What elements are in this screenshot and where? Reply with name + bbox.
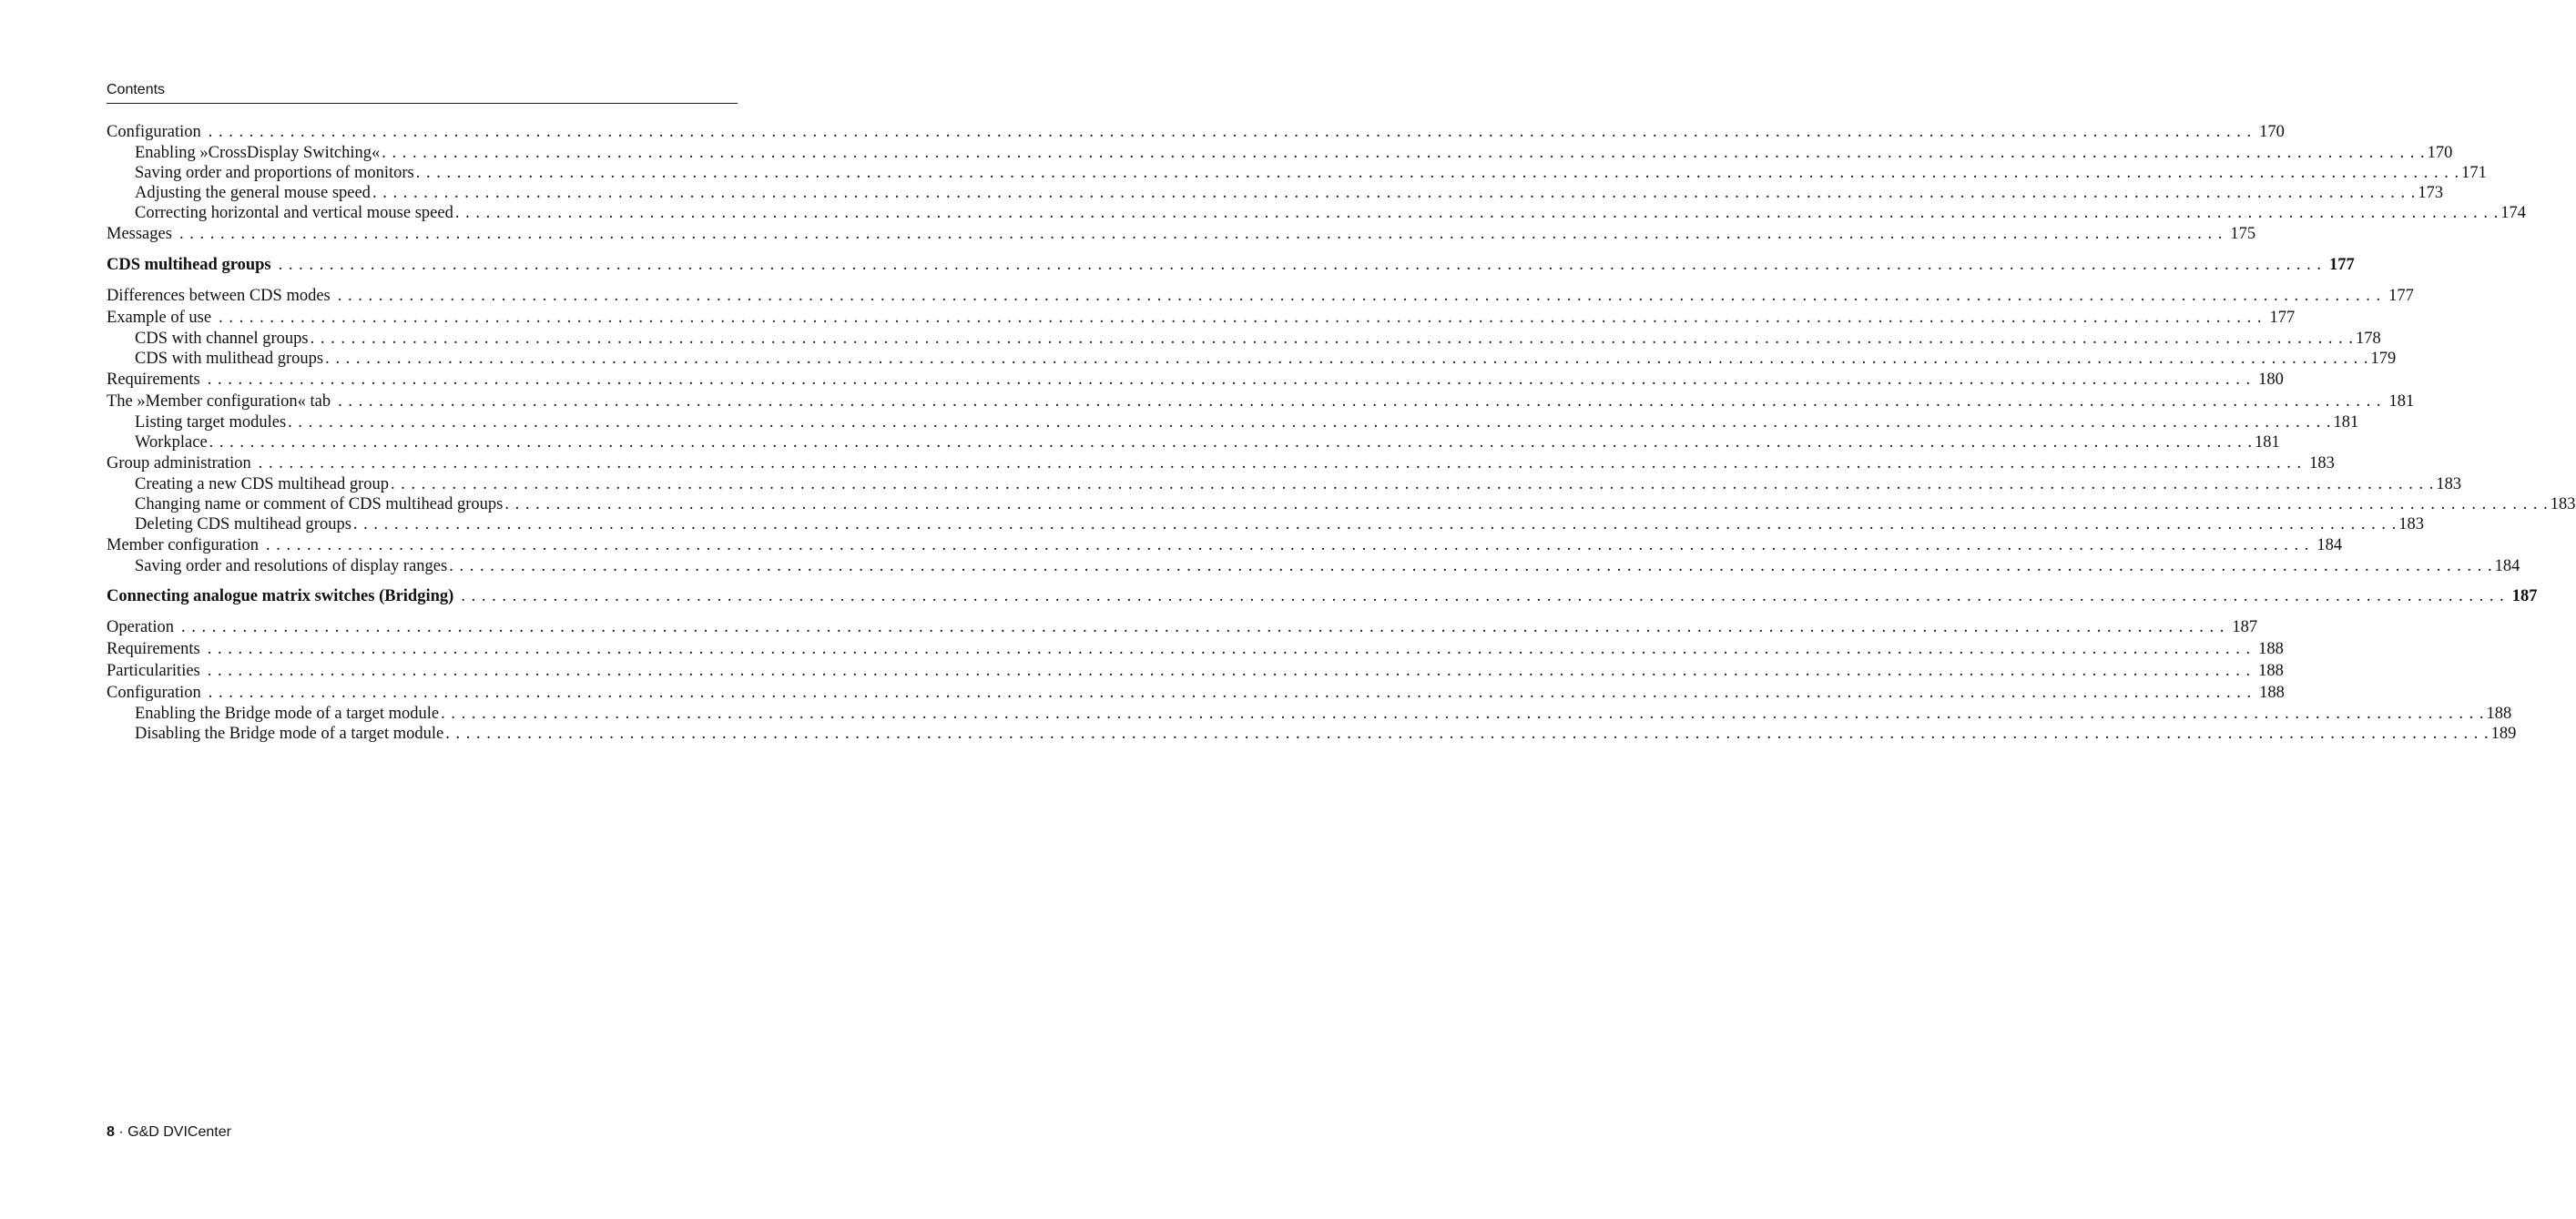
running-head-title: Contents — [107, 82, 166, 97]
toc-entry-page-number: 183 — [2309, 454, 2335, 472]
toc-entry-title: CDS with channel groups — [135, 330, 309, 348]
toc-section-entry[interactable] — [107, 660, 2284, 682]
toc-dot-leader: . . . . . . . . . . . . . . . . . . . . . . . . . . . . . . . . . . . . . . . . . . . . . . . . . . . . . . . . . . . . . . . . . . . . . . . . . . . . . . . . . . . . . . . . . . . . . . . . . . . . . . . . . . . . . . . . . . . . . . . . . . . . . . . . . . . . . . . . . . . . . . . . . . . . . . . . . . . . . . . . . . . . . . . . . . . . . . . . . . . . . . . . . . . . . . . . . . . . . . . . — [207, 662, 2252, 680]
toc-dot-leader: . . . . . . . . . . . . . . . . . . . . . . . . . . . . . . . . . . . . . . . . . . . . . . . . . . . . . . . . . . . . . . . . . . . . . . . . . . . . . . . . . . . . . . . . . . . . . . . . . . . . . . . . . . . . . . . . . . . . . . . . . . . . . . . . . . . . . . . . . . . . . . . . . . . . . . . . . . . . . . . . . . . . . . . . . . . . . . . . . . . . . . . . . . . . . . . . . . . . . . . . — [288, 413, 2332, 432]
toc-entry-title: Saving order and resolutions of display ranges — [135, 557, 448, 575]
toc-subsection-entry[interactable] — [107, 183, 2444, 203]
toc-entry-page-number: 188 — [2258, 640, 2284, 658]
toc-entry-title: Configuration — [107, 123, 201, 141]
toc-section-entry[interactable] — [107, 121, 2285, 143]
toc-entry-title: Particularities — [107, 662, 200, 680]
toc-section-entry[interactable] — [107, 682, 2285, 704]
toc-entry-page-number: 183 — [2550, 495, 2576, 513]
toc-section-entry[interactable] — [107, 616, 2258, 638]
toc-dot-leader: . . . . . . . . . . . . . . . . . . . . . . . . . . . . . . . . . . . . . . . . . . . . . . . . . . . . . . . . . . . . . . . . . . . . . . . . . . . . . . . . . . . . . . . . . . . . . . . . . . . . . . . . . . . . . . . . . . . . . . . . . . . . . . . . . . . . . . . . . . . . . . . . . . . . . . . . . . . . . . . . . . . . . . . . . . . . . . . . . . . . . . . . . . . . . . . . . . . . . . . . — [337, 287, 2382, 305]
toc-entry-title: Adjusting the general mouse speed — [135, 184, 371, 202]
toc-dot-leader: . . . . . . . . . . . . . . . . . . . . . . . . . . . . . . . . . . . . . . . . . . . . . . . . . . . . . . . . . . . . . . . . . . . . . . . . . . . . . . . . . . . . . . . . . . . . . . . . . . . . . . . . . . . . . . . . . . . . . . . . . . . . . . . . . . . . . . . . . . . . . . . . . . . . . . . . . . . . . . . . . . . . . . . . . . . . . . . . . . . . . . . . . . . . . . . . . . . . . . . . — [208, 123, 2253, 141]
toc-dot-leader: . . . . . . . . . . . . . . . . . . . . . . . . . . . . . . . . . . . . . . . . . . . . . . . . . . . . . . . . . . . . . . . . . . . . . . . . . . . . . . . . . . . . . . . . . . . . . . . . . . . . . . . . . . . . . . . . . . . . . . . . . . . . . . . . . . . . . . . . . . . . . . . . . . . . . . . . . . . . . . . . . . . . . . . . . . . . . . . . . . . . . . . . . . . . . . . . . . . . . . . . — [445, 725, 2489, 743]
footer-page-number: 8 — [107, 1124, 115, 1140]
toc-chapter-entry[interactable] — [107, 585, 2538, 607]
toc-entry-title: Changing name or comment of CDS multihead groups — [135, 495, 504, 513]
toc-entry-title: Workplace — [135, 433, 208, 452]
toc-entry-page-number: 177 — [2269, 309, 2296, 327]
toc-entry-page-number: 180 — [2258, 371, 2284, 389]
toc-dot-leader: . . . . . . . . . . . . . . . . . . . . . . . . . . . . . . . . . . . . . . . . . . . . . . . . . . . . . . . . . . . . . . . . . . . . . . . . . . . . . . . . . . . . . . . . . . . . . . . . . . . . . . . . . . . . . . . . . . . . . . . . . . . . . . . . . . . . . . . . . . . . . . . . . . . . . . . . . . . . . . . . . . . . . . . . . . . . . . . . . . . . . . . . . . . . . . . . . . . . . . . . — [180, 618, 2225, 636]
toc-entry-title: CDS with mulithead groups — [135, 350, 324, 368]
toc-entry-title: CDS multihead groups — [107, 256, 271, 274]
page-footer — [107, 1123, 231, 1142]
toc-dot-leader: . . . . . . . . . . . . . . . . . . . . . . . . . . . . . . . . . . . . . . . . . . . . . . . . . . . . . . . . . . . . . . . . . . . . . . . . . . . . . . . . . . . . . . . . . . . . . . . . . . . . . . . . . . . . . . . . . . . . . . . . . . . . . . . . . . . . . . . . . . . . . . . . . . . . . . . . . . . . . . . . . . . . . . . . . . . . . . . . . . . . . . . . . . . . . . . . . . . . . . . . — [454, 204, 2500, 222]
toc-subsection-entry[interactable] — [107, 143, 2453, 163]
toc-entry-title: Operation — [107, 618, 174, 636]
toc-entry-title: Group administration — [107, 454, 251, 472]
toc-entry-page-number: 183 — [2436, 475, 2462, 493]
toc-dot-leader: . . . . . . . . . . . . . . . . . . . . . . . . . . . . . . . . . . . . . . . . . . . . . . . . . . . . . . . . . . . . . . . . . . . . . . . . . . . . . . . . . . . . . . . . . . . . . . . . . . . . . . . . . . . . . . . . . . . . . . . . . . . . . . . . . . . . . . . . . . . . . . . . . . . . . . . . . . . . . . . . . . . . . . . . . . . . . . . . . . . . . . . . . . . . . . . . . . . . . . . . — [372, 184, 2417, 202]
toc-dot-leader: . . . . . . . . . . . . . . . . . . . . . . . . . . . . . . . . . . . . . . . . . . . . . . . . . . . . . . . . . . . . . . . . . . . . . . . . . . . . . . . . . . . . . . . . . . . . . . . . . . . . . . . . . . . . . . . . . . . . . . . . . . . . . . . . . . . . . . . . . . . . . . . . . . . . . . . . . . . . . . . . . . . . . . . . . . . . . . . . . . . . . . . . . . . . . . . . . . . . . . . . — [310, 330, 2355, 348]
toc-entry-title: Creating a new CDS multihead group — [135, 475, 389, 493]
toc-entry-page-number: 171 — [2461, 164, 2487, 182]
toc-entry-title: The »Member configuration« tab — [107, 392, 331, 411]
toc-dot-leader: . . . . . . . . . . . . . . . . . . . . . . . . . . . . . . . . . . . . . . . . . . . . . . . . . . . . . . . . . . . . . . . . . . . . . . . . . . . . . . . . . . . . . . . . . . . . . . . . . . . . . . . . . . . . . . . . . . . . . . . . . . . . . . . . . . . . . . . . . . . . . . . . . . . . . . . . . . . . . . . . . . . . . . . . . . . . . . . . . . . . . . . . . . . . . . . . . . . . . . . . — [382, 144, 2426, 162]
toc-subsection-entry[interactable] — [107, 494, 2576, 514]
toc-subsection-entry[interactable] — [107, 203, 2526, 223]
toc-dot-leader: . . . . . . . . . . . . . . . . . . . . . . . . . . . . . . . . . . . . . . . . . . . . . . . . . . . . . . . . . . . . . . . . . . . . . . . . . . . . . . . . . . . . . . . . . . . . . . . . . . . . . . . . . . . . . . . . . . . . . . . . . . . . . . . . . . . . . . . . . . . . . . . . . . . . . . . . . . . . . . . . . . . . . . . . . . . . . . . . . . . . . . . . . . . . . . . . . . . . . . . . — [207, 640, 2252, 658]
toc-dot-leader: . . . . . . . . . . . . . . . . . . . . . . . . . . . . . . . . . . . . . . . . . . . . . . . . . . . . . . . . . . . . . . . . . . . . . . . . . . . . . . . . . . . . . . . . . . . . . . . . . . . . . . . . . . . . . . . . . . . . . . . . . . . . . . . . . . . . . . . . . . . . . . . . . . . . . . . . . . . . . . . . . . . . . . . . . . . . . . . . . . . . . . . . . . . . . . . . . . . . . . . . — [258, 454, 2303, 472]
toc-subsection-entry[interactable] — [107, 556, 2520, 576]
toc-entry-page-number: 189 — [2490, 725, 2517, 743]
footer-product-name: G&D DVICenter — [127, 1124, 231, 1140]
toc-entry-page-number: 177 — [2388, 287, 2414, 305]
toc-entry-page-number: 179 — [2370, 350, 2397, 368]
toc-entry-title: Differences between CDS modes — [107, 287, 331, 305]
toc-subsection-entry[interactable] — [107, 163, 2487, 183]
toc-dot-leader: . . . . . . . . . . . . . . . . . . . . . . . . . . . . . . . . . . . . . . . . . . . . . . . . . . . . . . . . . . . . . . . . . . . . . . . . . . . . . . . . . . . . . . . . . . . . . . . . . . . . . . . . . . . . . . . . . . . . . . . . . . . . . . . . . . . . . . . . . . . . . . . . . . . . . . . . . . . . . . . . . . . . . . . . . . . . . . . . . . . . . . . . . . . . . . . . . . . . . . . . — [325, 350, 2369, 368]
toc-dot-leader: . . . . . . . . . . . . . . . . . . . . . . . . . . . . . . . . . . . . . . . . . . . . . . . . . . . . . . . . . . . . . . . . . . . . . . . . . . . . . . . . . . . . . . . . . . . . . . . . . . . . . . . . . . . . . . . . . . . . . . . . . . . . . . . . . . . . . . . . . . . . . . . . . . . . . . . . . . . . . . . . . . . . . . . . . . . . . . . . . . . . . . . . . . . . . . . . . . . . . . . . — [207, 371, 2252, 389]
toc-entry-page-number: 188 — [2486, 705, 2512, 723]
toc-entry-page-number: 183 — [2398, 515, 2425, 533]
toc-entry-title: Listing target modules — [135, 413, 287, 432]
toc-section-entry[interactable] — [107, 223, 2256, 245]
toc-dot-leader: . . . . . . . . . . . . . . . . . . . . . . . . . . . . . . . . . . . . . . . . . . . . . . . . . . . . . . . . . . . . . . . . . . . . . . . . . . . . . . . . . . . . . . . . . . . . . . . . . . . . . . . . . . . . . . . . . . . . . . . . . . . . . . . . . . . . . . . . . . . . . . . . . . . . . . . . . . . . . . . . . . . . . . . . . . . . . . . . . . . . . . . . . . . . . . . . . . . . . . . . — [441, 705, 2485, 723]
toc-entry-title: Enabling »CrossDisplay Switching« — [135, 144, 381, 162]
toc-dot-leader: . . . . . . . . . . . . . . . . . . . . . . . . . . . . . . . . . . . . . . . . . . . . . . . . . . . . . . . . . . . . . . . . . . . . . . . . . . . . . . . . . . . . . . . . . . . . . . . . . . . . . . . . . . . . . . . . . . . . . . . . . . . . . . . . . . . . . . . . . . . . . . . . . . . . . . . . . . . . . . . . . . . . . . . . . . . . . . . . . . . . . . . . . . . . . . . . . . . . . . . . — [461, 587, 2505, 605]
toc-section-entry[interactable] — [107, 391, 2415, 412]
toc-entry-page-number: 181 — [2333, 413, 2359, 432]
toc-dot-leader: . . . . . . . . . . . . . . . . . . . . . . . . . . . . . . . . . . . . . . . . . . . . . . . . . . . . . . . . . . . . . . . . . . . . . . . . . . . . . . . . . . . . . . . . . . . . . . . . . . . . . . . . . . . . . . . . . . . . . . . . . . . . . . . . . . . . . . . . . . . . . . . . . . . . . . . . . . . . . . . . . . . . . . . . . . . . . . . . . . . . . . . . . . . . . . . . . . . . . . . . — [278, 256, 2322, 274]
footer-separator: · — [114, 1124, 128, 1140]
toc-entry-page-number: 170 — [2427, 144, 2453, 162]
toc-section-entry[interactable] — [107, 638, 2284, 660]
toc-entry-title: Enabling the Bridge mode of a target module — [135, 705, 440, 723]
toc-section-entry[interactable] — [107, 307, 2296, 329]
toc-entry-page-number: 174 — [2500, 204, 2526, 222]
toc-entry-page-number: 184 — [2316, 536, 2343, 554]
toc-entry-title: Deleting CDS multihead groups — [135, 515, 351, 533]
toc-entry-title: Requirements — [107, 371, 200, 389]
toc-entry-title: Saving order and proportions of monitors — [135, 164, 414, 182]
toc-entry-title: Example of use — [107, 309, 212, 327]
toc-dot-leader: . . . . . . . . . . . . . . . . . . . . . . . . . . . . . . . . . . . . . . . . . . . . . . . . . . . . . . . . . . . . . . . . . . . . . . . . . . . . . . . . . . . . . . . . . . . . . . . . . . . . . . . . . . . . . . . . . . . . . . . . . . . . . . . . . . . . . . . . . . . . . . . . . . . . . . . . . . . . . . . . . . . . . . . . . . . . . . . . . . . . . . . . . . . . . . . . . . . . . . . . — [415, 164, 2460, 182]
toc-entry-page-number: 187 — [2511, 587, 2538, 605]
toc-section-entry[interactable] — [107, 452, 2335, 474]
toc-entry-title: Disabling the Bridge mode of a target module — [135, 725, 444, 743]
toc-dot-leader: . . . . . . . . . . . . . . . . . . . . . . . . . . . . . . . . . . . . . . . . . . . . . . . . . . . . . . . . . . . . . . . . . . . . . . . . . . . . . . . . . . . . . . . . . . . . . . . . . . . . . . . . . . . . . . . . . . . . . . . . . . . . . . . . . . . . . . . . . . . . . . . . . . . . . . . . . . . . . . . . . . . . . . . . . . . . . . . . . . . . . . . . . . . . . . . . . . . . . . . . — [504, 495, 2549, 513]
toc-section-entry[interactable] — [107, 534, 2343, 556]
header-rule — [107, 103, 738, 104]
toc-entry-page-number: 175 — [2230, 225, 2256, 243]
toc-entry-page-number: 187 — [2232, 618, 2258, 636]
toc-entry-page-number: 173 — [2418, 184, 2444, 202]
toc-subsection-entry[interactable] — [107, 514, 2425, 534]
toc-dot-leader: . . . . . . . . . . . . . . . . . . . . . . . . . . . . . . . . . . . . . . . . . . . . . . . . . . . . . . . . . . . . . . . . . . . . . . . . . . . . . . . . . . . . . . . . . . . . . . . . . . . . . . . . . . . . . . . . . . . . . . . . . . . . . . . . . . . . . . . . . . . . . . . . . . . . . . . . . . . . . . . . . . . . . . . . . . . . . . . . . . . . . . . . . . . . . . . . . . . . . . . . — [338, 392, 2382, 411]
toc-section-entry[interactable] — [107, 369, 2284, 391]
toc-dot-leader: . . . . . . . . . . . . . . . . . . . . . . . . . . . . . . . . . . . . . . . . . . . . . . . . . . . . . . . . . . . . . . . . . . . . . . . . . . . . . . . . . . . . . . . . . . . . . . . . . . . . . . . . . . . . . . . . . . . . . . . . . . . . . . . . . . . . . . . . . . . . . . . . . . . . . . . . . . . . . . . . . . . . . . . . . . . . . . . . . . . . . . . . . . . . . . . . . . . . . . . . — [209, 433, 2254, 452]
toc-entry-title: Connecting analogue matrix switches (Bridging) — [107, 587, 454, 605]
toc-entry-page-number: 178 — [2356, 330, 2381, 348]
toc-entry-title: Correcting horizontal and vertical mouse speed — [135, 204, 453, 222]
toc-chapter-entry[interactable] — [107, 254, 2355, 276]
toc-subsection-entry[interactable] — [107, 724, 2517, 744]
toc-subsection-entry[interactable] — [107, 474, 2462, 494]
toc-entry-title: Member configuration — [107, 536, 259, 554]
toc-dot-leader: . . . . . . . . . . . . . . . . . . . . . . . . . . . . . . . . . . . . . . . . . . . . . . . . . . . . . . . . . . . . . . . . . . . . . . . . . . . . . . . . . . . . . . . . . . . . . . . . . . . . . . . . . . . . . . . . . . . . . . . . . . . . . . . . . . . . . . . . . . . . . . . . . . . . . . . . . . . . . . . . . . . . . . . . . . . . . . . . . . . . . . . . . . . . . . . . . . . . . . . . — [208, 684, 2253, 702]
toc-dot-leader: . . . . . . . . . . . . . . . . . . . . . . . . . . . . . . . . . . . . . . . . . . . . . . . . . . . . . . . . . . . . . . . . . . . . . . . . . . . . . . . . . . . . . . . . . . . . . . . . . . . . . . . . . . . . . . . . . . . . . . . . . . . . . . . . . . . . . . . . . . . . . . . . . . . . . . . . . . . . . . . . . . . . . . . . . . . . . . . . . . . . . . . . . . . . . . . . . . . . . . . . — [449, 557, 2493, 575]
toc-entry-title: Requirements — [107, 640, 200, 658]
toc-entry-page-number: 188 — [2259, 684, 2285, 702]
toc-dot-leader: . . . . . . . . . . . . . . . . . . . . . . . . . . . . . . . . . . . . . . . . . . . . . . . . . . . . . . . . . . . . . . . . . . . . . . . . . . . . . . . . . . . . . . . . . . . . . . . . . . . . . . . . . . . . . . . . . . . . . . . . . . . . . . . . . . . . . . . . . . . . . . . . . . . . . . . . . . . . . . . . . . . . . . . . . . . . . . . . . . . . . . . . . . . . . . . . . . . . . . . . — [265, 536, 2310, 554]
toc-subsection-entry[interactable] — [107, 432, 2280, 452]
toc-section-entry[interactable] — [107, 285, 2414, 307]
toc-entry-page-number: 170 — [2259, 123, 2285, 141]
toc-entry-title: Messages — [107, 225, 172, 243]
toc-subsection-entry[interactable] — [107, 412, 2359, 432]
toc-dot-leader: . . . . . . . . . . . . . . . . . . . . . . . . . . . . . . . . . . . . . . . . . . . . . . . . . . . . . . . . . . . . . . . . . . . . . . . . . . . . . . . . . . . . . . . . . . . . . . . . . . . . . . . . . . . . . . . . . . . . . . . . . . . . . . . . . . . . . . . . . . . . . . . . . . . . . . . . . . . . . . . . . . . . . . . . . . . . . . . . . . . . . . . . . . . . . . . . . . . . . . . . — [352, 515, 2398, 533]
toc-entry-page-number: 188 — [2258, 662, 2284, 680]
toc-entry-page-number: 177 — [2328, 256, 2355, 274]
toc-dot-leader: . . . . . . . . . . . . . . . . . . . . . . . . . . . . . . . . . . . . . . . . . . . . . . . . . . . . . . . . . . . . . . . . . . . . . . . . . . . . . . . . . . . . . . . . . . . . . . . . . . . . . . . . . . . . . . . . . . . . . . . . . . . . . . . . . . . . . . . . . . . . . . . . . . . . . . . . . . . . . . . . . . . . . . . . . . . . . . . . . . . . . . . . . . . . . . . . . . . . . . . . — [178, 225, 2224, 243]
toc-dot-leader: . . . . . . . . . . . . . . . . . . . . . . . . . . . . . . . . . . . . . . . . . . . . . . . . . . . . . . . . . . . . . . . . . . . . . . . . . . . . . . . . . . . . . . . . . . . . . . . . . . . . . . . . . . . . . . . . . . . . . . . . . . . . . . . . . . . . . . . . . . . . . . . . . . . . . . . . . . . . . . . . . . . . . . . . . . . . . . . . . . . . . . . . . . . . . . . . . . . . . . . . — [219, 309, 2263, 327]
toc-subsection-entry[interactable] — [107, 329, 2381, 349]
toc-subsection-entry[interactable] — [107, 349, 2397, 369]
toc-entry-page-number: 181 — [2255, 433, 2280, 452]
toc-dot-leader: . . . . . . . . . . . . . . . . . . . . . . . . . . . . . . . . . . . . . . . . . . . . . . . . . . . . . . . . . . . . . . . . . . . . . . . . . . . . . . . . . . . . . . . . . . . . . . . . . . . . . . . . . . . . . . . . . . . . . . . . . . . . . . . . . . . . . . . . . . . . . . . . . . . . . . . . . . . . . . . . . . . . . . . . . . . . . . . . . . . . . . . . . . . . . . . . . . . . . . . . — [391, 475, 2435, 493]
toc-entry-title: Configuration — [107, 684, 201, 702]
toc-entry-page-number: 181 — [2388, 392, 2415, 411]
table-of-contents — [107, 121, 2576, 744]
toc-entry-page-number: 184 — [2494, 557, 2520, 575]
toc-subsection-entry[interactable] — [107, 704, 2512, 724]
